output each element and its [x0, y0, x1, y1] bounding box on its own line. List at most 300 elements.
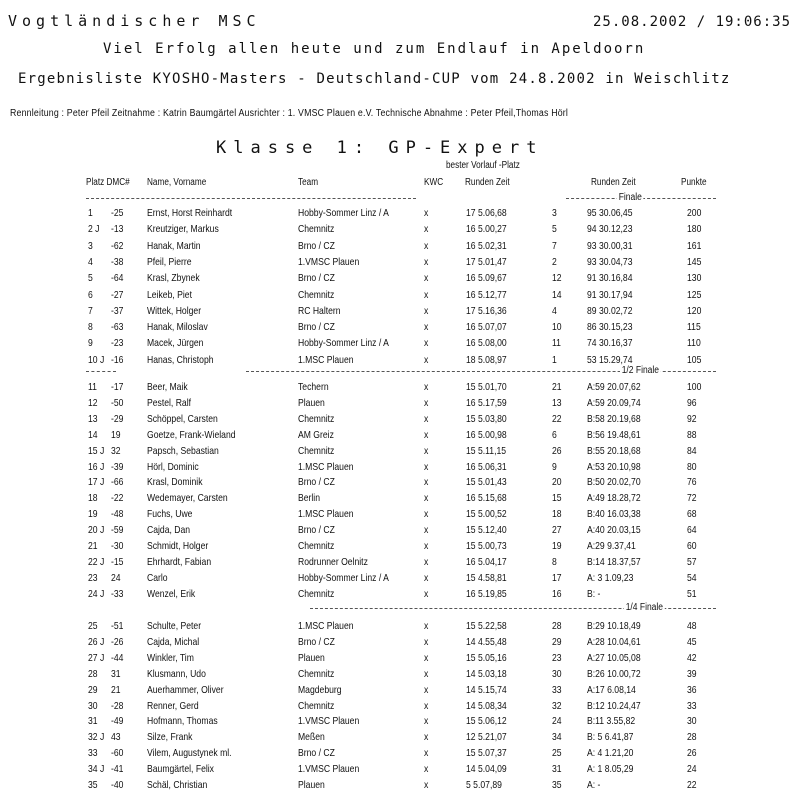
kwc-cell: x [424, 223, 429, 236]
team-cell: Brno / CZ [298, 524, 335, 537]
table-row [0, 492, 800, 508]
best-run-cell: 15 4.58,81 [466, 571, 507, 584]
best-run-cell: 15 5.03,80 [466, 412, 507, 425]
points-cell: 115 [687, 321, 701, 334]
platz-cell: 12 [88, 396, 98, 409]
name-cell: Wenzel, Erik [147, 587, 196, 600]
heat-place-cell: 24 [552, 715, 562, 728]
team-cell: Hobby-Sommer Linz / A [298, 207, 389, 219]
dmc-cell: 24 [111, 571, 121, 584]
points-cell: 161 [687, 239, 702, 252]
kwc-cell: x [424, 779, 429, 791]
table-row [0, 700, 800, 716]
table-row [0, 731, 800, 747]
heat-place-cell: 6 [552, 428, 557, 441]
team-cell: Chemnitz [298, 223, 335, 236]
platz-cell: 25 [88, 620, 98, 632]
platz-cell: 31 [88, 715, 98, 728]
points-cell: 84 [687, 444, 697, 457]
kwc-cell: x [424, 508, 429, 521]
table-row [0, 620, 800, 636]
name-cell: Ernst, Horst Reinhardt [147, 207, 233, 219]
kwc-cell: x [424, 667, 429, 680]
best-run-cell: 16 5.12,77 [466, 288, 507, 301]
best-run-cell: 12 5.21,07 [466, 731, 507, 744]
name-cell: Schulte, Peter [147, 620, 202, 632]
points-cell: 125 [687, 288, 702, 301]
platz-cell: 5 [88, 272, 93, 285]
section-label-finale: Finale [618, 192, 642, 203]
table-row [0, 684, 800, 700]
kwc-cell: x [424, 304, 429, 317]
best-run-cell: 15 5.01,43 [466, 476, 507, 489]
table-row [0, 540, 800, 556]
heat-place-cell: 15 [552, 492, 562, 505]
dmc-cell: -40 [111, 779, 124, 791]
final-cell: B:50 20.02,70 [587, 476, 641, 489]
table-row [0, 429, 800, 445]
print-datetime: 25.08.2002 / 19:06:35 [593, 14, 792, 30]
kwc-cell: x [424, 381, 429, 393]
dmc-cell: -17 [111, 381, 124, 393]
platz-cell: 27 J [88, 651, 105, 664]
platz-cell: 14 [88, 428, 98, 441]
name-cell: Schöppel, Carsten [147, 412, 218, 425]
best-run-cell: 16 5.00,27 [466, 223, 507, 236]
team-cell: Chemnitz [298, 412, 335, 425]
table-row [0, 289, 800, 305]
team-cell: Chemnitz [298, 667, 335, 680]
final-cell: A: - [587, 779, 601, 791]
platz-cell: 33 [88, 747, 98, 760]
name-cell: Schmidt, Holger [147, 540, 209, 552]
kwc-cell: x [424, 396, 429, 409]
team-header: Team [298, 177, 319, 188]
heat-place-cell: 19 [552, 540, 562, 552]
team-cell: Chemnitz [298, 587, 335, 600]
kwc-cell: x [424, 683, 429, 696]
best-run-cell: 15 5.00,52 [466, 508, 507, 521]
platz-cell: 30 [88, 699, 98, 712]
dmc-cell: -22 [111, 492, 124, 505]
best-run-cell: 15 5.00,73 [466, 540, 507, 552]
final-cell: B:55 20.18,68 [587, 444, 641, 457]
team-cell: Berlin [298, 492, 321, 505]
dmc-cell: -16 [111, 353, 124, 366]
best-run-cell: 5 5.07,89 [466, 779, 502, 791]
name-cell: Hanas, Christoph [147, 353, 214, 366]
final-cell: B:40 16.03,38 [587, 508, 641, 521]
team-cell: 1.VMSC Plauen [298, 715, 360, 728]
name-cell: Papsch, Sebastian [147, 444, 219, 457]
team-cell: Brno / CZ [298, 321, 335, 334]
heat-place-cell: 5 [552, 223, 557, 236]
kwc-cell: x [424, 460, 429, 473]
name-cell: Leikeb, Piet [147, 288, 192, 301]
team-cell: 1.VMSC Plauen [298, 255, 360, 268]
final-cell: B: 5 6.41,87 [587, 731, 634, 744]
table-row [0, 652, 800, 668]
dmc-cell: -59 [111, 524, 124, 537]
final-cell: B:29 10.18,49 [587, 620, 641, 632]
name-cell: Kreutziger, Markus [147, 223, 219, 236]
name-cell: Ehrhardt, Fabian [147, 555, 212, 568]
name-cell: Beer, Maik [147, 381, 188, 393]
dmc-cell: -63 [111, 321, 124, 334]
kwc-cell: x [424, 492, 429, 505]
kwc-cell: x [424, 412, 429, 425]
best-run-cell: 14 4.55,48 [466, 635, 507, 648]
final-cell: A:53 20.10,98 [587, 460, 641, 473]
points-cell: 105 [687, 353, 702, 366]
heat-place-cell: 11 [552, 337, 561, 350]
platz-cell: 2 J [88, 223, 100, 236]
final-cell: 74 30.16,37 [587, 337, 633, 350]
kwc-cell: x [424, 524, 429, 537]
name-cell: Cajda, Michal [147, 635, 200, 648]
name-cell: Pestel, Ralf [147, 396, 192, 409]
kwc-cell: x [424, 731, 429, 744]
points-cell: 68 [687, 508, 697, 521]
table-row [0, 508, 800, 524]
team-cell: Brno / CZ [298, 239, 335, 252]
final-cell: B:11 3.55,82 [587, 715, 636, 728]
punkte-header: Punkte [681, 177, 707, 188]
kwc-cell: x [424, 321, 429, 334]
table-row [0, 354, 800, 370]
platz-cell: 32 J [88, 731, 105, 744]
dmc-cell: -26 [111, 635, 124, 648]
heat-place-cell: 3 [552, 207, 557, 219]
best-run-cell: 16 5.08,00 [466, 337, 507, 350]
heat-place-cell: 30 [552, 667, 562, 680]
table-row [0, 305, 800, 321]
team-cell: Rodrunner Oelnitz [298, 555, 368, 568]
kwc-cell: x [424, 239, 429, 252]
name-cell: Cajda, Dan [147, 524, 191, 537]
final-cell: 93 30.04,73 [587, 255, 633, 268]
final-cell: 94 30.12,23 [587, 223, 633, 236]
name-cell: Hörl, Dominic [147, 460, 199, 473]
platz-cell: 1 [88, 207, 93, 219]
section-label-quarter: 1/4 Finale [625, 602, 664, 613]
best-run-cell: 16 5.09,67 [466, 272, 507, 285]
points-cell: 76 [687, 476, 697, 489]
heat-place-cell: 9 [552, 460, 557, 473]
dmc-cell: 32 [111, 444, 121, 457]
table-row [0, 337, 800, 353]
final-cell: A:59 20.09,74 [587, 396, 641, 409]
heat-place-cell: 31 [552, 763, 562, 776]
table-row [0, 763, 800, 779]
heat-place-cell: 10 [552, 321, 562, 334]
final-cell: A: 1 8.05,29 [587, 763, 634, 776]
kwc-cell: x [424, 747, 429, 760]
dmc-cell: -29 [111, 412, 124, 425]
best-run-cell: 14 5.03,18 [466, 667, 507, 680]
runden-zeit-header: Runden Zeit [465, 177, 510, 188]
best-run-cell: 16 5.00,98 [466, 428, 507, 441]
points-cell: 72 [687, 492, 697, 505]
points-cell: 26 [687, 747, 697, 760]
table-row [0, 397, 800, 413]
dmc-cell: -13 [111, 223, 124, 236]
best-run-cell: 16 5.04,17 [466, 555, 507, 568]
points-cell: 24 [687, 763, 697, 776]
table-row [0, 668, 800, 684]
heat-place-cell: 18 [552, 508, 562, 521]
heat-place-cell: 16 [552, 587, 562, 600]
kwc-cell: x [424, 540, 429, 552]
kwc-cell: x [424, 699, 429, 712]
best-run-cell: 15 5.12,40 [466, 524, 507, 537]
team-cell: Plauen [298, 651, 325, 664]
platz-cell: 11 [88, 381, 97, 393]
points-cell: 180 [687, 223, 702, 236]
platz-cell: 20 J [88, 524, 105, 537]
kwc-cell: x [424, 635, 429, 648]
heat-place-cell: 12 [552, 272, 562, 285]
table-row [0, 413, 800, 429]
dmc-cell: -30 [111, 540, 124, 552]
table-row [0, 715, 800, 731]
points-cell: 42 [687, 651, 697, 664]
dmc-cell: -28 [111, 699, 124, 712]
separator [86, 371, 116, 372]
platz-cell: 24 J [88, 587, 105, 600]
name-cell: Silze, Frank [147, 731, 193, 744]
points-cell: 110 [687, 337, 701, 350]
name-cell: Auerhammer, Oliver [147, 683, 224, 696]
name-cell: Baumgärtel, Felix [147, 763, 214, 776]
points-cell: 57 [687, 555, 697, 568]
name-cell: Vilem, Augustynek ml. [147, 747, 232, 760]
section-label-half: 1/2 Finale [621, 365, 660, 376]
kwc-cell: x [424, 428, 429, 441]
team-cell: Plauen [298, 396, 325, 409]
runden-zeit-final-header: Runden Zeit [591, 177, 636, 188]
table-row [0, 572, 800, 588]
points-cell: 120 [687, 304, 702, 317]
name-cell: Krasl, Dominik [147, 476, 203, 489]
best-run-cell: 17 5.06,68 [466, 207, 507, 219]
table-row [0, 223, 800, 239]
final-cell: A:28 10.04,61 [587, 635, 641, 648]
platz-cell: 29 [88, 683, 98, 696]
platz-cell: 6 [88, 288, 93, 301]
name-cell: Pfeil, Pierre [147, 255, 192, 268]
team-cell: Chemnitz [298, 540, 335, 552]
best-run-cell: 15 5.05,16 [466, 651, 507, 664]
platz-cell: 10 J [88, 353, 105, 366]
heat-place-cell: 25 [552, 747, 562, 760]
best-run-cell: 14 5.15,74 [466, 683, 507, 696]
table-row [0, 524, 800, 540]
heat-place-cell: 1 [552, 353, 557, 366]
separator [86, 198, 416, 199]
table-row [0, 588, 800, 604]
best-run-cell: 18 5.08,97 [466, 353, 507, 366]
kwc-cell: x [424, 255, 429, 268]
name-cell: Goetze, Frank-Wieland [147, 428, 236, 441]
platz-cell: 26 J [88, 635, 105, 648]
dmc-cell: -60 [111, 747, 124, 760]
table-row [0, 240, 800, 256]
best-run-cell: 15 5.07,37 [466, 747, 507, 760]
dmc-cell: 31 [111, 667, 121, 680]
heat-place-cell: 28 [552, 620, 562, 632]
best-run-cell: 15 5.11,15 [466, 444, 507, 457]
points-cell: 64 [687, 524, 697, 537]
dmc-cell: -15 [111, 555, 124, 568]
platz-header: Platz DMC# [86, 177, 130, 188]
greeting-line: Viel Erfolg allen heute und zum Endlauf in Apeldoorn [103, 41, 646, 57]
table-row [0, 476, 800, 492]
points-cell: 48 [687, 620, 697, 632]
table-row [0, 381, 800, 397]
team-cell: Magdeburg [298, 683, 342, 696]
final-cell: 53 15.29,74 [587, 353, 633, 366]
team-cell: 1.VMSC Plauen [298, 763, 360, 776]
team-cell: 1.MSC Plauen [298, 353, 354, 366]
best-run-cell: 16 5.02,31 [466, 239, 507, 252]
name-header: Name, Vorname [147, 177, 207, 188]
kwc-cell: x [424, 353, 429, 366]
platz-cell: 9 [88, 337, 93, 350]
points-cell: 54 [687, 571, 697, 584]
kwc-cell: x [424, 337, 429, 350]
points-cell: 130 [687, 272, 702, 285]
points-cell: 28 [687, 731, 697, 744]
kwc-cell: x [424, 207, 429, 219]
best-run-cell: 16 5.15,68 [466, 492, 507, 505]
team-cell: 1.MSC Plauen [298, 508, 354, 521]
final-cell: B:12 10.24,47 [587, 699, 641, 712]
best-run-cell: 15 5.01,70 [466, 381, 507, 393]
platz-cell: 16 J [88, 460, 105, 473]
team-cell: Brno / CZ [298, 635, 335, 648]
team-cell: Plauen [298, 779, 325, 791]
points-cell: 60 [687, 540, 697, 552]
dmc-cell: 43 [111, 731, 121, 744]
heat-place-cell: 20 [552, 476, 562, 489]
name-cell: Carlo [147, 571, 168, 584]
heat-place-cell: 2 [552, 255, 557, 268]
platz-cell: 7 [88, 304, 93, 317]
table-row [0, 321, 800, 337]
name-cell: Fuchs, Uwe [147, 508, 193, 521]
points-cell: 39 [687, 667, 697, 680]
platz-cell: 18 [88, 492, 98, 505]
points-cell: 22 [687, 779, 697, 791]
final-cell: 93 30.00,31 [587, 239, 633, 252]
team-cell: 1.MSC Plauen [298, 620, 354, 632]
kwc-cell: x [424, 715, 429, 728]
kwc-cell: x [424, 444, 429, 457]
dmc-cell: -38 [111, 255, 124, 268]
team-cell: AM Greiz [298, 428, 334, 441]
dmc-cell: -50 [111, 396, 124, 409]
name-cell: Wittek, Holger [147, 304, 202, 317]
dmc-cell: -39 [111, 460, 124, 473]
best-run-cell: 16 5.19,85 [466, 587, 507, 600]
kwc-cell: x [424, 571, 429, 584]
name-cell: Winkler, Tim [147, 651, 194, 664]
table-row [0, 747, 800, 763]
final-cell: B:26 10.00,72 [587, 667, 641, 680]
kwc-header: KWC [424, 177, 444, 188]
dmc-cell: -62 [111, 239, 124, 252]
kwc-cell: x [424, 763, 429, 776]
name-cell: Hanak, Martin [147, 239, 201, 252]
points-cell: 36 [687, 683, 697, 696]
name-cell: Hofmann, Thomas [147, 715, 218, 728]
table-row [0, 256, 800, 272]
final-cell: A:49 18.28,72 [587, 492, 641, 505]
name-cell: Hanak, Miloslav [147, 321, 208, 334]
name-cell: Wedemayer, Carsten [147, 492, 228, 505]
dmc-cell: -64 [111, 272, 124, 285]
final-cell: A: 3 1.09,23 [587, 571, 634, 584]
heat-place-cell: 29 [552, 635, 562, 648]
best-run-cell: 16 5.07,07 [466, 321, 507, 334]
heat-place-cell: 32 [552, 699, 562, 712]
final-cell: 89 30.02,72 [587, 304, 633, 317]
final-cell: B:56 19.48,61 [587, 428, 641, 441]
dmc-cell: -25 [111, 207, 124, 219]
final-cell: B: - [587, 587, 601, 600]
table-row [0, 445, 800, 461]
platz-cell: 23 [88, 571, 98, 584]
heat-place-cell: 14 [552, 288, 562, 301]
team-cell: Brno / CZ [298, 747, 335, 760]
dmc-cell: -23 [111, 337, 124, 350]
dmc-cell: -37 [111, 304, 124, 317]
platz-cell: 35 [88, 779, 98, 791]
team-cell: Hobby-Sommer Linz / A [298, 571, 389, 584]
final-cell: B:58 20.19,68 [587, 412, 641, 425]
best-run-header: bester Vorlauf -Platz [446, 160, 520, 171]
team-cell: RC Haltern [298, 304, 341, 317]
platz-cell: 22 J [88, 555, 105, 568]
table-row [0, 636, 800, 652]
best-run-cell: 17 5.01,47 [466, 255, 507, 268]
table-row [0, 207, 800, 223]
heat-place-cell: 35 [552, 779, 562, 791]
points-cell: 88 [687, 428, 697, 441]
final-cell: A: 4 1.21,20 [587, 747, 634, 760]
points-cell: 100 [687, 381, 702, 393]
heat-place-cell: 8 [552, 555, 557, 568]
best-run-cell: 14 5.08,34 [466, 699, 507, 712]
kwc-cell: x [424, 587, 429, 600]
table-row [0, 556, 800, 572]
heat-place-cell: 13 [552, 396, 562, 409]
table-row [0, 272, 800, 288]
platz-cell: 19 [88, 508, 98, 521]
dmc-cell: -41 [111, 763, 124, 776]
kwc-cell: x [424, 476, 429, 489]
dmc-cell: -49 [111, 715, 124, 728]
heat-place-cell: 23 [552, 651, 562, 664]
dmc-cell: -66 [111, 476, 124, 489]
best-run-cell: 17 5.16,36 [466, 304, 507, 317]
best-run-cell: 15 5.06,12 [466, 715, 507, 728]
best-run-cell: 16 5.17,59 [466, 396, 507, 409]
heat-place-cell: 17 [552, 571, 562, 584]
dmc-cell: -51 [111, 620, 124, 632]
team-cell: Brno / CZ [298, 272, 335, 285]
